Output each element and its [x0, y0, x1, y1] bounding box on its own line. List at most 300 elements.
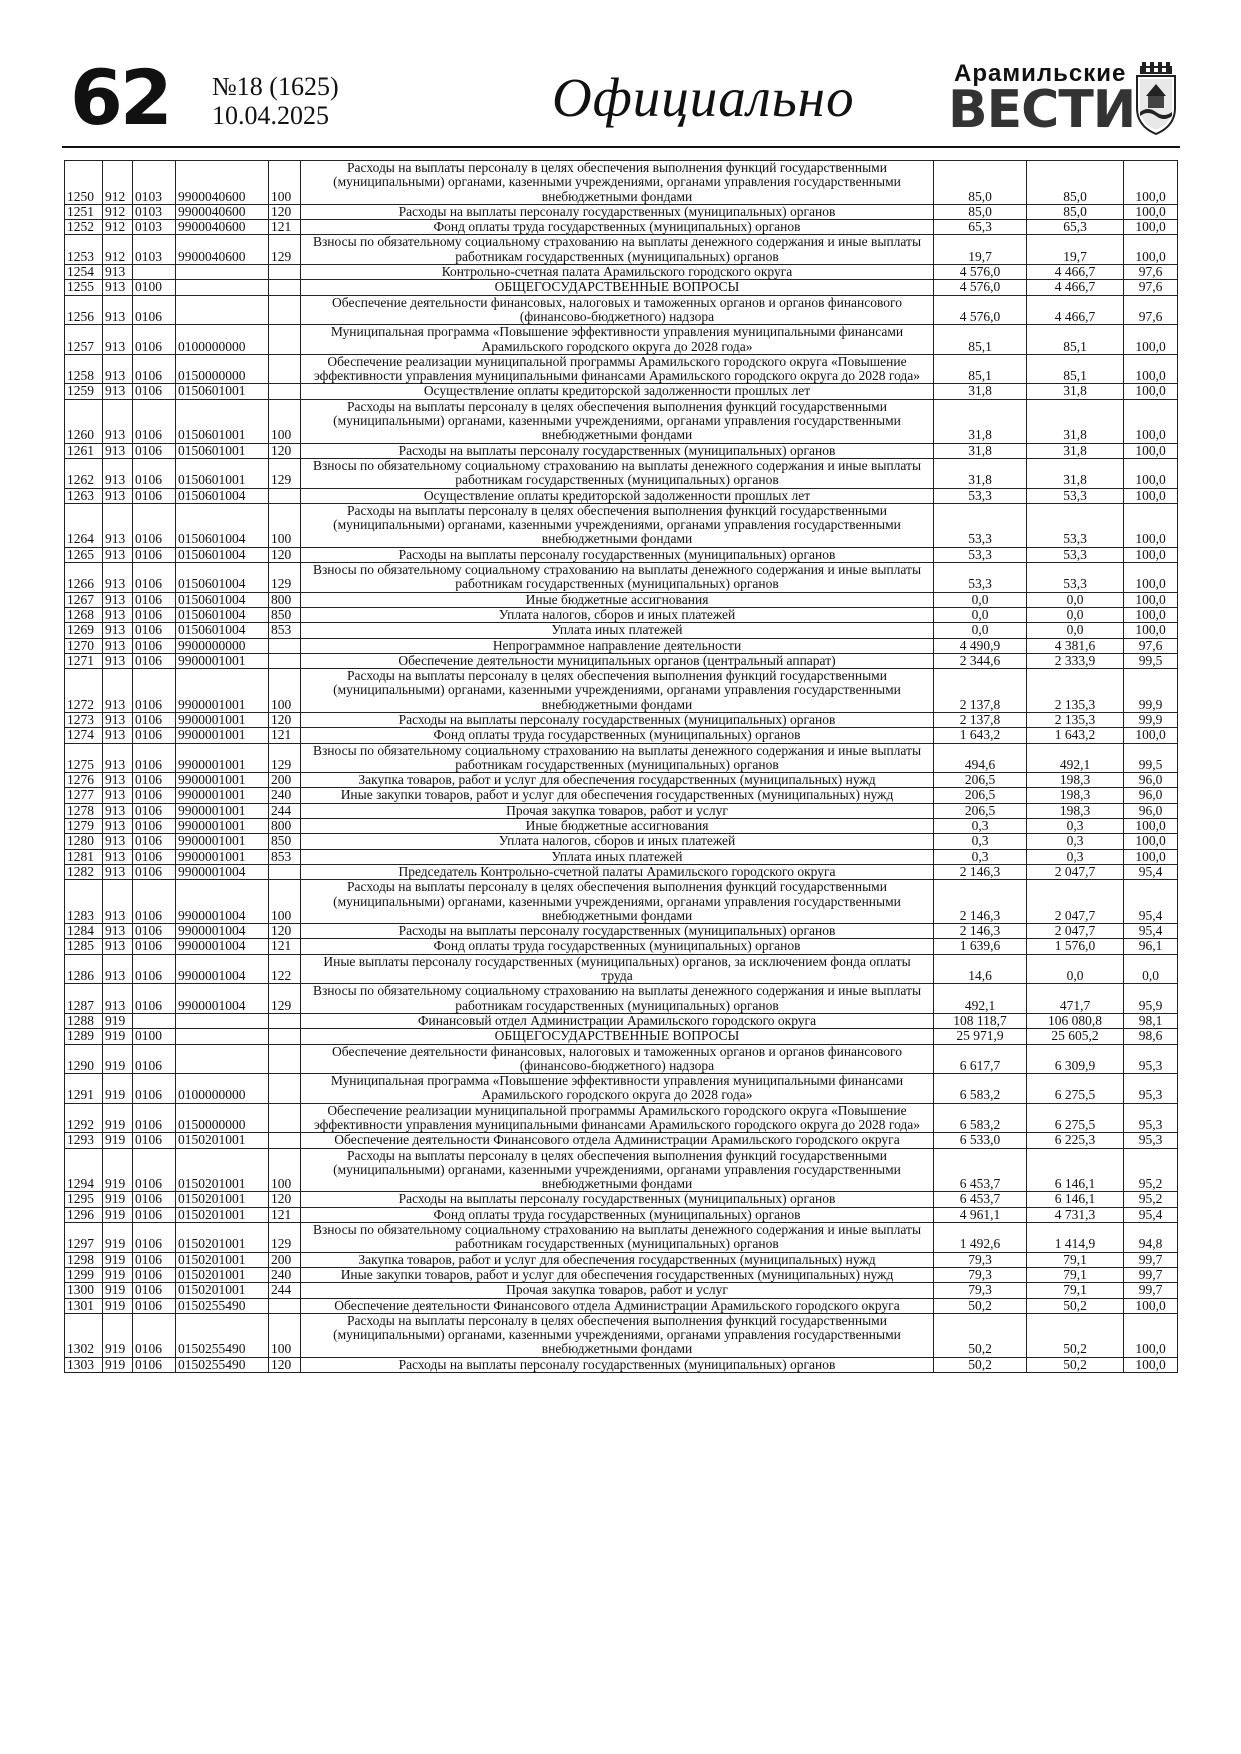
ministry-code-cell: 913 [103, 443, 133, 458]
section-code-cell: 0106 [133, 458, 176, 488]
section-code-cell: 0106 [133, 1267, 176, 1282]
row-number-cell: 1276 [65, 773, 103, 788]
description-cell: Председатель Контрольно-счетной палаты Арамильского городского округа [301, 864, 934, 879]
description-cell: Взносы по обязательному социальному страхованию на выплаты денежного содержания и иные выплаты работникам государственных (муниципальных) органов [301, 563, 934, 593]
execution-percent-cell: 95,3 [1124, 1133, 1178, 1148]
description-cell: Фонд оплаты труда государственных (муниципальных) органов [301, 939, 934, 954]
section-code-cell: 0106 [133, 1148, 176, 1192]
executed-amount-cell: 0,3 [1027, 834, 1124, 849]
expense-type-cell: 120 [269, 443, 301, 458]
newspaper-logo [948, 60, 1136, 142]
header-divider [62, 146, 1180, 148]
ministry-code-cell: 919 [103, 1267, 133, 1282]
table-row [65, 653, 1178, 668]
expense-type-cell: 800 [269, 819, 301, 834]
table-row [65, 161, 1178, 205]
executed-amount-cell: 0,3 [1027, 849, 1124, 864]
row-number-cell: 1277 [65, 788, 103, 803]
ministry-code-cell: 912 [103, 161, 133, 205]
planned-amount-cell: 0,0 [934, 607, 1027, 622]
budget-table [64, 160, 1178, 1373]
ministry-code-cell: 913 [103, 954, 133, 984]
execution-percent-cell: 99,9 [1124, 712, 1178, 727]
target-code-cell: 0150201001 [176, 1192, 269, 1207]
ministry-code-cell: 919 [103, 1207, 133, 1222]
table-row [65, 1298, 1178, 1313]
section-code-cell: 0106 [133, 984, 176, 1014]
executed-amount-cell: 79,1 [1027, 1252, 1124, 1267]
executed-amount-cell: 0,0 [1027, 607, 1124, 622]
section-code-cell: 0103 [133, 204, 176, 219]
expense-type-cell [269, 864, 301, 879]
table-row [65, 1074, 1178, 1104]
description-cell: Обеспечение деятельности финансовых, налоговых и таможенных органов и органов финансового (финансово-бюджетного) надзора [301, 295, 934, 325]
planned-amount-cell: 0,0 [934, 592, 1027, 607]
execution-percent-cell: 95,4 [1124, 880, 1178, 924]
executed-amount-cell: 1 576,0 [1027, 939, 1124, 954]
table-row [65, 607, 1178, 622]
section-code-cell: 0106 [133, 788, 176, 803]
section-code-cell: 0103 [133, 220, 176, 235]
description-cell: Осуществление оплаты кредиторской задолженности прошлых лет [301, 488, 934, 503]
executed-amount-cell: 6 275,5 [1027, 1074, 1124, 1104]
planned-amount-cell: 2 146,3 [934, 864, 1027, 879]
description-cell: Финансовый отдел Администрации Арамильского городского округа [301, 1013, 934, 1028]
executed-amount-cell: 85,1 [1027, 325, 1124, 355]
target-code-cell: 0150601001 [176, 399, 269, 443]
expense-type-cell: 240 [269, 788, 301, 803]
section-code-cell: 0106 [133, 669, 176, 713]
description-cell: Иные бюджетные ассигнования [301, 819, 934, 834]
row-number-cell: 1259 [65, 384, 103, 399]
executed-amount-cell: 492,1 [1027, 743, 1124, 773]
executed-amount-cell: 53,3 [1027, 503, 1124, 547]
target-code-cell: 0150601004 [176, 563, 269, 593]
executed-amount-cell: 198,3 [1027, 803, 1124, 818]
section-code-cell: 0106 [133, 773, 176, 788]
section-code-cell: 0106 [133, 954, 176, 984]
execution-percent-cell: 100,0 [1124, 547, 1178, 562]
execution-percent-cell: 99,7 [1124, 1252, 1178, 1267]
table-row [65, 1207, 1178, 1222]
row-number-cell: 1272 [65, 669, 103, 713]
planned-amount-cell: 1 643,2 [934, 728, 1027, 743]
section-code-cell: 0106 [133, 503, 176, 547]
section-code-cell: 0106 [133, 743, 176, 773]
executed-amount-cell: 79,1 [1027, 1283, 1124, 1298]
row-number-cell: 1279 [65, 819, 103, 834]
target-code-cell: 9900040600 [176, 220, 269, 235]
execution-percent-cell: 99,7 [1124, 1283, 1178, 1298]
target-code-cell: 0150601004 [176, 547, 269, 562]
row-number-cell: 1292 [65, 1103, 103, 1133]
execution-percent-cell: 97,6 [1124, 295, 1178, 325]
executed-amount-cell: 50,2 [1027, 1298, 1124, 1313]
description-cell: Фонд оплаты труда государственных (муниципальных) органов [301, 1207, 934, 1222]
description-cell: Расходы на выплаты персоналу государственных (муниципальных) органов [301, 204, 934, 219]
row-number-cell: 1252 [65, 220, 103, 235]
description-cell: Уплата налогов, сборов и иных платежей [301, 834, 934, 849]
execution-percent-cell: 99,7 [1124, 1267, 1178, 1282]
section-code-cell: 0106 [133, 1192, 176, 1207]
ministry-code-cell: 913 [103, 743, 133, 773]
section-code-cell: 0103 [133, 235, 176, 265]
execution-percent-cell: 97,6 [1124, 280, 1178, 295]
ministry-code-cell: 919 [103, 1029, 133, 1044]
executed-amount-cell: 65,3 [1027, 220, 1124, 235]
table-row [65, 563, 1178, 593]
description-cell: Контрольно-счетная палата Арамильского городского округа [301, 265, 934, 280]
execution-percent-cell: 100,0 [1124, 592, 1178, 607]
expense-type-cell: 121 [269, 728, 301, 743]
target-code-cell: 9900001001 [176, 712, 269, 727]
planned-amount-cell: 2 137,8 [934, 712, 1027, 727]
expense-type-cell [269, 1133, 301, 1148]
section-code-cell: 0106 [133, 488, 176, 503]
planned-amount-cell: 6 583,2 [934, 1103, 1027, 1133]
execution-percent-cell: 100,0 [1124, 607, 1178, 622]
description-cell: Взносы по обязательному социальному страхованию на выплаты денежного содержания и иные выплаты работникам государственных (муниципальных) органов [301, 984, 934, 1014]
table-row [65, 954, 1178, 984]
expense-type-cell [269, 1044, 301, 1074]
expense-type-cell [269, 653, 301, 668]
ministry-code-cell: 913 [103, 803, 133, 818]
target-code-cell: 0150201001 [176, 1133, 269, 1148]
target-code-cell: 9900001001 [176, 834, 269, 849]
description-cell: Расходы на выплаты персоналу государственных (муниципальных) органов [301, 1192, 934, 1207]
table-row [65, 1267, 1178, 1282]
row-number-cell: 1262 [65, 458, 103, 488]
target-code-cell: 9900001001 [176, 819, 269, 834]
execution-percent-cell: 100,0 [1124, 161, 1178, 205]
description-cell: Расходы на выплаты персоналу в целях обеспечения выполнения функций государственными (муниципальными) органами, казенными учреждениями, органами управления государственными внебюджетными фондами [301, 503, 934, 547]
executed-amount-cell: 31,8 [1027, 443, 1124, 458]
executed-amount-cell: 6 146,1 [1027, 1192, 1124, 1207]
target-code-cell: 9900040600 [176, 204, 269, 219]
description-cell: Непрограммное направление деятельности [301, 638, 934, 653]
description-cell: Уплата налогов, сборов и иных платежей [301, 607, 934, 622]
target-code-cell: 9900001004 [176, 939, 269, 954]
expense-type-cell: 120 [269, 712, 301, 727]
executed-amount-cell: 6 225,3 [1027, 1133, 1124, 1148]
executed-amount-cell: 79,1 [1027, 1267, 1124, 1282]
planned-amount-cell: 50,2 [934, 1298, 1027, 1313]
target-code-cell: 9900001004 [176, 880, 269, 924]
section-code-cell: 0106 [133, 864, 176, 879]
ministry-code-cell: 919 [103, 1357, 133, 1372]
section-code-cell: 0106 [133, 880, 176, 924]
ministry-code-cell: 919 [103, 1013, 133, 1028]
section-code-cell: 0106 [133, 443, 176, 458]
executed-amount-cell: 0,0 [1027, 592, 1124, 607]
target-code-cell: 9900000000 [176, 638, 269, 653]
planned-amount-cell: 14,6 [934, 954, 1027, 984]
executed-amount-cell: 53,3 [1027, 547, 1124, 562]
executed-amount-cell: 4 466,7 [1027, 280, 1124, 295]
planned-amount-cell: 4 576,0 [934, 280, 1027, 295]
description-cell: Обеспечение реализации муниципальной программы Арамильского городского округа «Повышение эффективности управления муниципальными финансами Арамильского городского округа до 2028 года» [301, 354, 934, 384]
executed-amount-cell: 31,8 [1027, 384, 1124, 399]
expense-type-cell: 850 [269, 834, 301, 849]
row-number-cell: 1274 [65, 728, 103, 743]
table-row [65, 788, 1178, 803]
planned-amount-cell: 6 453,7 [934, 1148, 1027, 1192]
table-row [65, 280, 1178, 295]
description-cell: Осуществление оплаты кредиторской задолженности прошлых лет [301, 384, 934, 399]
section-code-cell: 0106 [133, 399, 176, 443]
planned-amount-cell: 1 492,6 [934, 1223, 1027, 1253]
ministry-code-cell: 913 [103, 325, 133, 355]
row-number-cell: 1266 [65, 563, 103, 593]
expense-type-cell: 100 [269, 161, 301, 205]
table-row [65, 204, 1178, 219]
planned-amount-cell: 79,3 [934, 1283, 1027, 1298]
row-number-cell: 1301 [65, 1298, 103, 1313]
table-row [65, 592, 1178, 607]
planned-amount-cell: 2 146,3 [934, 880, 1027, 924]
ministry-code-cell: 919 [103, 1223, 133, 1253]
expense-type-cell: 120 [269, 1357, 301, 1372]
table-row [65, 803, 1178, 818]
ministry-code-cell: 913 [103, 488, 133, 503]
table-row [65, 235, 1178, 265]
ministry-code-cell: 913 [103, 384, 133, 399]
ministry-code-cell: 913 [103, 984, 133, 1014]
expense-type-cell: 200 [269, 773, 301, 788]
expense-type-cell: 121 [269, 1207, 301, 1222]
executed-amount-cell: 25 605,2 [1027, 1029, 1124, 1044]
description-cell: Расходы на выплаты персоналу государственных (муниципальных) органов [301, 547, 934, 562]
target-code-cell: 0150201001 [176, 1252, 269, 1267]
row-number-cell: 1251 [65, 204, 103, 219]
expense-type-cell: 129 [269, 1223, 301, 1253]
row-number-cell: 1299 [65, 1267, 103, 1282]
executed-amount-cell: 198,3 [1027, 773, 1124, 788]
table-row [65, 443, 1178, 458]
executed-amount-cell: 0,3 [1027, 819, 1124, 834]
executed-amount-cell: 1 643,2 [1027, 728, 1124, 743]
target-code-cell: 9900001001 [176, 653, 269, 668]
executed-amount-cell: 2 333,9 [1027, 653, 1124, 668]
executed-amount-cell: 85,0 [1027, 161, 1124, 205]
section-code-cell: 0106 [133, 607, 176, 622]
table-row [65, 623, 1178, 638]
planned-amount-cell: 2 137,8 [934, 669, 1027, 713]
executed-amount-cell: 198,3 [1027, 788, 1124, 803]
execution-percent-cell: 100,0 [1124, 458, 1178, 488]
target-code-cell [176, 1044, 269, 1074]
section-code-cell: 0106 [133, 712, 176, 727]
expense-type-cell: 129 [269, 984, 301, 1014]
section-code-cell: 0106 [133, 849, 176, 864]
ministry-code-cell: 913 [103, 669, 133, 713]
expense-type-cell: 850 [269, 607, 301, 622]
ministry-code-cell: 919 [103, 1044, 133, 1074]
target-code-cell: 0150601001 [176, 458, 269, 488]
section-code-cell: 0106 [133, 1223, 176, 1253]
execution-percent-cell: 99,5 [1124, 743, 1178, 773]
target-code-cell: 0150000000 [176, 354, 269, 384]
target-code-cell [176, 1013, 269, 1028]
executed-amount-cell: 85,0 [1027, 204, 1124, 219]
section-code-cell: 0106 [133, 1103, 176, 1133]
target-code-cell: 9900040600 [176, 161, 269, 205]
ministry-code-cell: 913 [103, 592, 133, 607]
section-code-cell: 0106 [133, 924, 176, 939]
table-row [65, 399, 1178, 443]
execution-percent-cell: 98,1 [1124, 1013, 1178, 1028]
planned-amount-cell: 85,1 [934, 354, 1027, 384]
ministry-code-cell: 919 [103, 1252, 133, 1267]
ministry-code-cell: 913 [103, 280, 133, 295]
execution-percent-cell: 100,0 [1124, 235, 1178, 265]
executed-amount-cell: 53,3 [1027, 563, 1124, 593]
executed-amount-cell: 19,7 [1027, 235, 1124, 265]
table-row [65, 220, 1178, 235]
ministry-code-cell: 913 [103, 712, 133, 727]
planned-amount-cell: 0,3 [934, 834, 1027, 849]
executed-amount-cell: 2 135,3 [1027, 669, 1124, 713]
target-code-cell: 0150601004 [176, 592, 269, 607]
table-row [65, 1313, 1178, 1357]
planned-amount-cell: 4 961,1 [934, 1207, 1027, 1222]
description-cell: Иные бюджетные ассигнования [301, 592, 934, 607]
description-cell: Муниципальная программа «Повышение эффективности управления муниципальными финансами Арамильского городского округа до 2028 года» [301, 325, 934, 355]
target-code-cell: 9900040600 [176, 235, 269, 265]
ministry-code-cell: 913 [103, 834, 133, 849]
expense-type-cell: 100 [269, 880, 301, 924]
target-code-cell: 9900001001 [176, 788, 269, 803]
table-row [65, 1044, 1178, 1074]
expense-type-cell: 800 [269, 592, 301, 607]
row-number-cell: 1288 [65, 1013, 103, 1028]
executed-amount-cell: 6 146,1 [1027, 1148, 1124, 1192]
section-code-cell: 0106 [133, 384, 176, 399]
description-cell: Взносы по обязательному социальному страхованию на выплаты денежного содержания и иные выплаты работникам государственных (муниципальных) органов [301, 743, 934, 773]
description-cell: Расходы на выплаты персоналу государственных (муниципальных) органов [301, 712, 934, 727]
expense-type-cell: 100 [269, 399, 301, 443]
description-cell: Обеспечение реализации муниципальной программы Арамильского городского округа «Повышение эффективности управления муниципальными финансами Арамильского городского округа до 2028 года» [301, 1103, 934, 1133]
executed-amount-cell: 85,1 [1027, 354, 1124, 384]
table-row [65, 1103, 1178, 1133]
section-code-cell: 0106 [133, 1252, 176, 1267]
row-number-cell: 1264 [65, 503, 103, 547]
expense-type-cell: 121 [269, 939, 301, 954]
target-code-cell: 0150201001 [176, 1223, 269, 1253]
target-code-cell: 9900001001 [176, 849, 269, 864]
section-code-cell: 0100 [133, 280, 176, 295]
table-row [65, 325, 1178, 355]
table-row [65, 1192, 1178, 1207]
executed-amount-cell: 4 731,3 [1027, 1207, 1124, 1222]
planned-amount-cell: 50,2 [934, 1313, 1027, 1357]
target-code-cell: 0100000000 [176, 325, 269, 355]
description-cell: Прочая закупка товаров, работ и услуг [301, 1283, 934, 1298]
expense-type-cell: 100 [269, 503, 301, 547]
ministry-code-cell: 913 [103, 295, 133, 325]
execution-percent-cell: 100,0 [1124, 819, 1178, 834]
execution-percent-cell: 100,0 [1124, 834, 1178, 849]
ministry-code-cell: 913 [103, 399, 133, 443]
ministry-code-cell: 913 [103, 563, 133, 593]
ministry-code-cell: 919 [103, 1298, 133, 1313]
row-number-cell: 1261 [65, 443, 103, 458]
execution-percent-cell: 100,0 [1124, 563, 1178, 593]
execution-percent-cell: 100,0 [1124, 443, 1178, 458]
planned-amount-cell: 0,3 [934, 819, 1027, 834]
description-cell: Муниципальная программа «Повышение эффективности управления муниципальными финансами Арамильского городского округа до 2028 года» [301, 1074, 934, 1104]
executed-amount-cell: 2 135,3 [1027, 712, 1124, 727]
executed-amount-cell: 2 047,7 [1027, 924, 1124, 939]
expense-type-cell [269, 1013, 301, 1028]
planned-amount-cell: 79,3 [934, 1267, 1027, 1282]
execution-percent-cell: 100,0 [1124, 220, 1178, 235]
expense-type-cell: 244 [269, 803, 301, 818]
expense-type-cell [269, 488, 301, 503]
expense-type-cell [269, 1074, 301, 1104]
issue-date: 10.04.2025 [212, 101, 329, 130]
target-code-cell: 9900001001 [176, 743, 269, 773]
expense-type-cell [269, 325, 301, 355]
table-row [65, 712, 1178, 727]
description-cell: Расходы на выплаты персоналу в целях обеспечения выполнения функций государственными (муниципальными) органами, казенными учреждениями, органами управления государственными внебюджетными фондами [301, 161, 934, 205]
ministry-code-cell: 913 [103, 819, 133, 834]
ministry-code-cell: 913 [103, 880, 133, 924]
planned-amount-cell: 108 118,7 [934, 1013, 1027, 1028]
execution-percent-cell: 98,6 [1124, 1029, 1178, 1044]
target-code-cell: 9900001004 [176, 954, 269, 984]
expense-type-cell: 100 [269, 669, 301, 713]
section-code-cell: 0106 [133, 1133, 176, 1148]
execution-percent-cell: 95,3 [1124, 1074, 1178, 1104]
ministry-code-cell: 913 [103, 939, 133, 954]
planned-amount-cell: 31,8 [934, 399, 1027, 443]
row-number-cell: 1302 [65, 1313, 103, 1357]
execution-percent-cell: 100,0 [1124, 354, 1178, 384]
ministry-code-cell: 913 [103, 638, 133, 653]
target-code-cell: 0150255490 [176, 1357, 269, 1372]
target-code-cell: 0150255490 [176, 1298, 269, 1313]
execution-percent-cell: 100,0 [1124, 399, 1178, 443]
table-row [65, 984, 1178, 1014]
planned-amount-cell: 31,8 [934, 443, 1027, 458]
row-number-cell: 1289 [65, 1029, 103, 1044]
expense-type-cell [269, 638, 301, 653]
target-code-cell [176, 265, 269, 280]
execution-percent-cell: 95,2 [1124, 1148, 1178, 1192]
executed-amount-cell: 4 466,7 [1027, 295, 1124, 325]
planned-amount-cell: 6 617,7 [934, 1044, 1027, 1074]
executed-amount-cell: 471,7 [1027, 984, 1124, 1014]
executed-amount-cell: 6 275,5 [1027, 1103, 1124, 1133]
description-cell: Фонд оплаты труда государственных (муниципальных) органов [301, 728, 934, 743]
planned-amount-cell: 206,5 [934, 788, 1027, 803]
section-code-cell: 0106 [133, 638, 176, 653]
section-code-cell: 0100 [133, 1029, 176, 1044]
planned-amount-cell: 1 639,6 [934, 939, 1027, 954]
table-row [65, 354, 1178, 384]
ministry-code-cell: 919 [103, 1148, 133, 1192]
expense-type-cell: 240 [269, 1267, 301, 1282]
row-number-cell: 1300 [65, 1283, 103, 1298]
planned-amount-cell: 4 576,0 [934, 265, 1027, 280]
description-cell: Обеспечение деятельности муниципальных органов (центральный аппарат) [301, 653, 934, 668]
executed-amount-cell: 2 047,7 [1027, 864, 1124, 879]
description-cell: Закупка товаров, работ и услуг для обеспечения государственных (муниципальных) нужд [301, 773, 934, 788]
row-number-cell: 1278 [65, 803, 103, 818]
target-code-cell: 0150201001 [176, 1283, 269, 1298]
description-cell: Закупка товаров, работ и услуг для обеспечения государственных (муниципальных) нужд [301, 1252, 934, 1267]
